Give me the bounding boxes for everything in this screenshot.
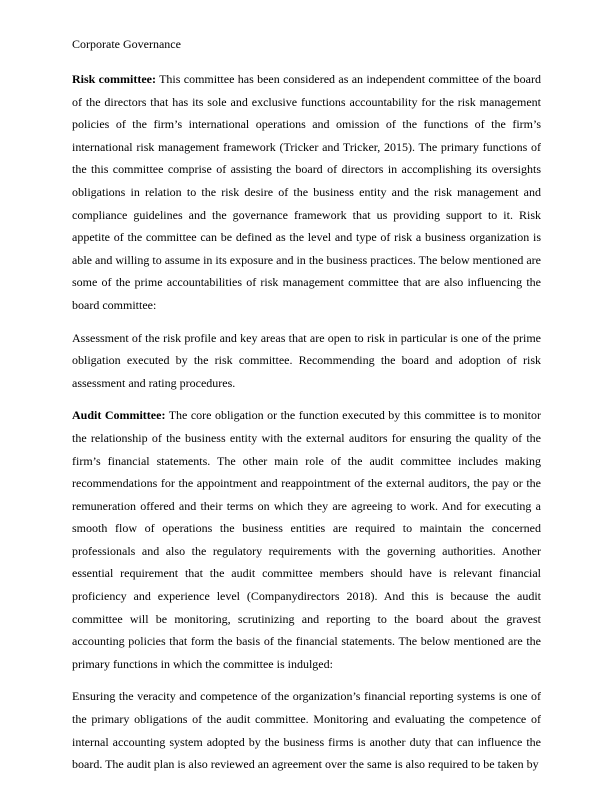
- paragraph-audit-functions: [72, 685, 541, 775]
- audit-committee-text: The core obligation or the function executed by this committee is to monitor the relationship of the business entity with the external auditors for ensuring the quality of the firm’s financial statements. The other main role of the audit committee includes making recommendations for the appointment and reappointment of the external auditors, the pay or the remuneration offered and their terms on which they are agreeing to work. And for executing a smooth flow of operations the business entities are required to maintain the concerned professionals and also the regulatory requirements with the governing authorities. Another essential requirement that the audit committee members should have is relevant financial proficiency and experience level (Companydirectors 2018). And this is because the audit committee will be monitoring, scrutinizing and reporting to the board about the gravest accounting policies that form the basis of the financial statements. The below mentioned are the primary functions in which the committee is indulged:: [72, 408, 541, 671]
- risk-committee-heading: Risk committee:: [72, 72, 156, 86]
- audit-functions-text: Ensuring the veracity and competence of the organization’s financial reporting systems is one of the primary obligations of the audit committee. Monitoring and evaluating the competence of internal accounting system adopted by the business firms is another duty that can influence the board. The audit plan is also reviewed an agreement over the same is also required to be taken by: [72, 689, 541, 772]
- running-header: Corporate Governance: [72, 37, 181, 51]
- paragraph-audit-committee: [72, 404, 541, 675]
- paragraph-risk-committee: [72, 68, 541, 317]
- risk-assessment-text: Assessment of the risk profile and key areas that are open to risk in particular is one of the prime obligation executed by the risk committee. Recommending the board and adoption of risk assessment and rating procedures.: [72, 330, 541, 390]
- body-text: [72, 68, 541, 786]
- risk-committee-text: This committee has been considered as an independent committee of the board of the directors that has its sole and exclusive functions accountability for the risk management policies of the firm’s international operations and omission of the functions of the firm’s international risk management framework (Tricker and Tricker, 2015). The primary functions of the this committee comprise of assisting the board of directors in accomplishing its oversights obligations in relation to the risk desire of the business entity and the risk management and compliance guidelines and the governance framework that us providing support to it. Risk appetite of the committee can be defined as the level and type of risk a business organization is able and willing to assume in its exposure and in the business practices. The below mentioned are some of the prime accountabilities of risk management committee that are also influencing the board committee:: [72, 72, 541, 312]
- audit-committee-heading: Audit Committee:: [72, 408, 166, 423]
- paragraph-risk-assessment: [72, 327, 541, 395]
